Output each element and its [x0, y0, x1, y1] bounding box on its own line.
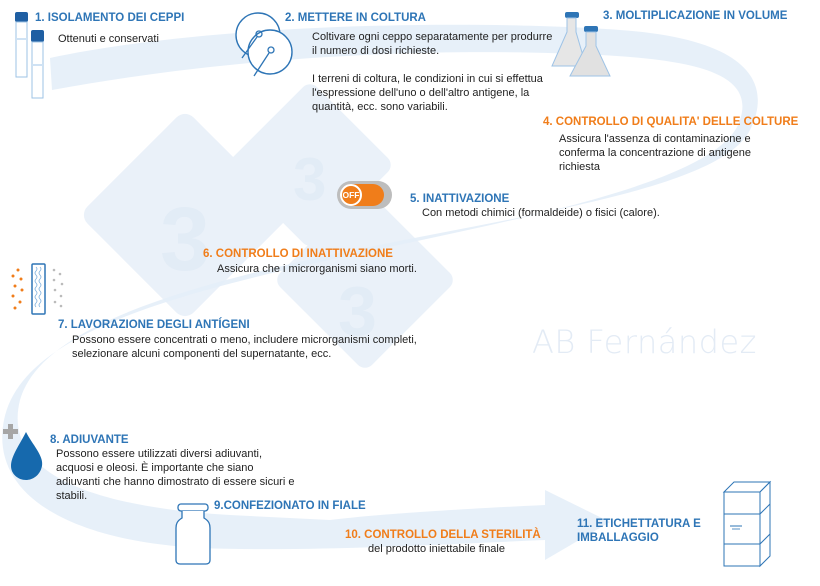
step-4-title: 4. CONTROLLO DI QUALITA' DELLE COLTURE	[543, 116, 799, 128]
step-2-title: 2. METTERE IN COLTURA	[285, 12, 426, 24]
step-8-text: Possono essere utilizzati diversi adiuvanti, acquosi e oleosi. È importante che siano adiuvanti che hanno dimostrato di essere sicuri e stabili.	[56, 448, 295, 502]
filter-icon	[8, 262, 68, 320]
step-5-title: 5. INATTIVAZIONE	[410, 193, 510, 205]
svg-text:3: 3	[338, 272, 377, 350]
step-2-text-detail: I terreni di coltura, le condizioni in cui si effettua l'espressione dell'uno o dell'altro antigene, la quantità, ecc. sono variabili.	[312, 73, 543, 113]
off-switch-icon	[337, 181, 392, 209]
step-6-title: 6. CONTROLLO DI INATTIVAZIONE	[203, 248, 393, 260]
step-11-title-line1: 11. ETICHETTATURA E	[577, 518, 701, 530]
step-1-title: 1. ISOLAMENTO DEI CEPPI	[35, 12, 185, 24]
step-10-title: 10. CONTROLLO DELLA STERILITÀ	[345, 529, 541, 541]
step-9-title: 9.CONFEZIONATO IN FIALE	[214, 500, 366, 512]
off-label: OFF	[340, 184, 362, 206]
step-6-text: Assicura che i microrganismi siano morti.	[217, 263, 417, 275]
drop-plus-icon	[2, 422, 52, 482]
step-7-title: 7. LAVORAZIONE DEGLI ANTÍGENI	[58, 319, 250, 331]
step-4-text: Assicura l'assenza di contaminazione e conferma la concentrazione di antigene richiesta	[559, 133, 752, 173]
svg-text:3: 3	[293, 146, 327, 213]
step-11-title-line2: IMBALLAGGIO	[577, 532, 659, 544]
step-8-title: 8. ADIUVANTE	[50, 434, 129, 446]
step-2-text: Coltivare ogni ceppo separatamente per produrre il numero di dosi richieste.	[312, 31, 553, 57]
vial-icon	[174, 502, 214, 566]
author-watermark: AB Fernández	[532, 323, 757, 361]
step-7-text: Possono essere concentrati o meno, includere microrganismi completi, selezionare alcuni componenti del supernatante, ecc.	[72, 334, 417, 360]
svg-text:3: 3	[160, 190, 211, 290]
step-5-text: Con metodi chimici (formaldeide) o fisici (calore).	[422, 207, 660, 219]
box-icon	[720, 480, 776, 568]
step-1-text: Ottenuti e conservati	[58, 33, 159, 45]
step-10-text: del prodotto iniettabile finale	[368, 543, 505, 555]
step-3-title: 3. MOLTIPLICAZIONE IN VOLUME	[603, 10, 788, 22]
